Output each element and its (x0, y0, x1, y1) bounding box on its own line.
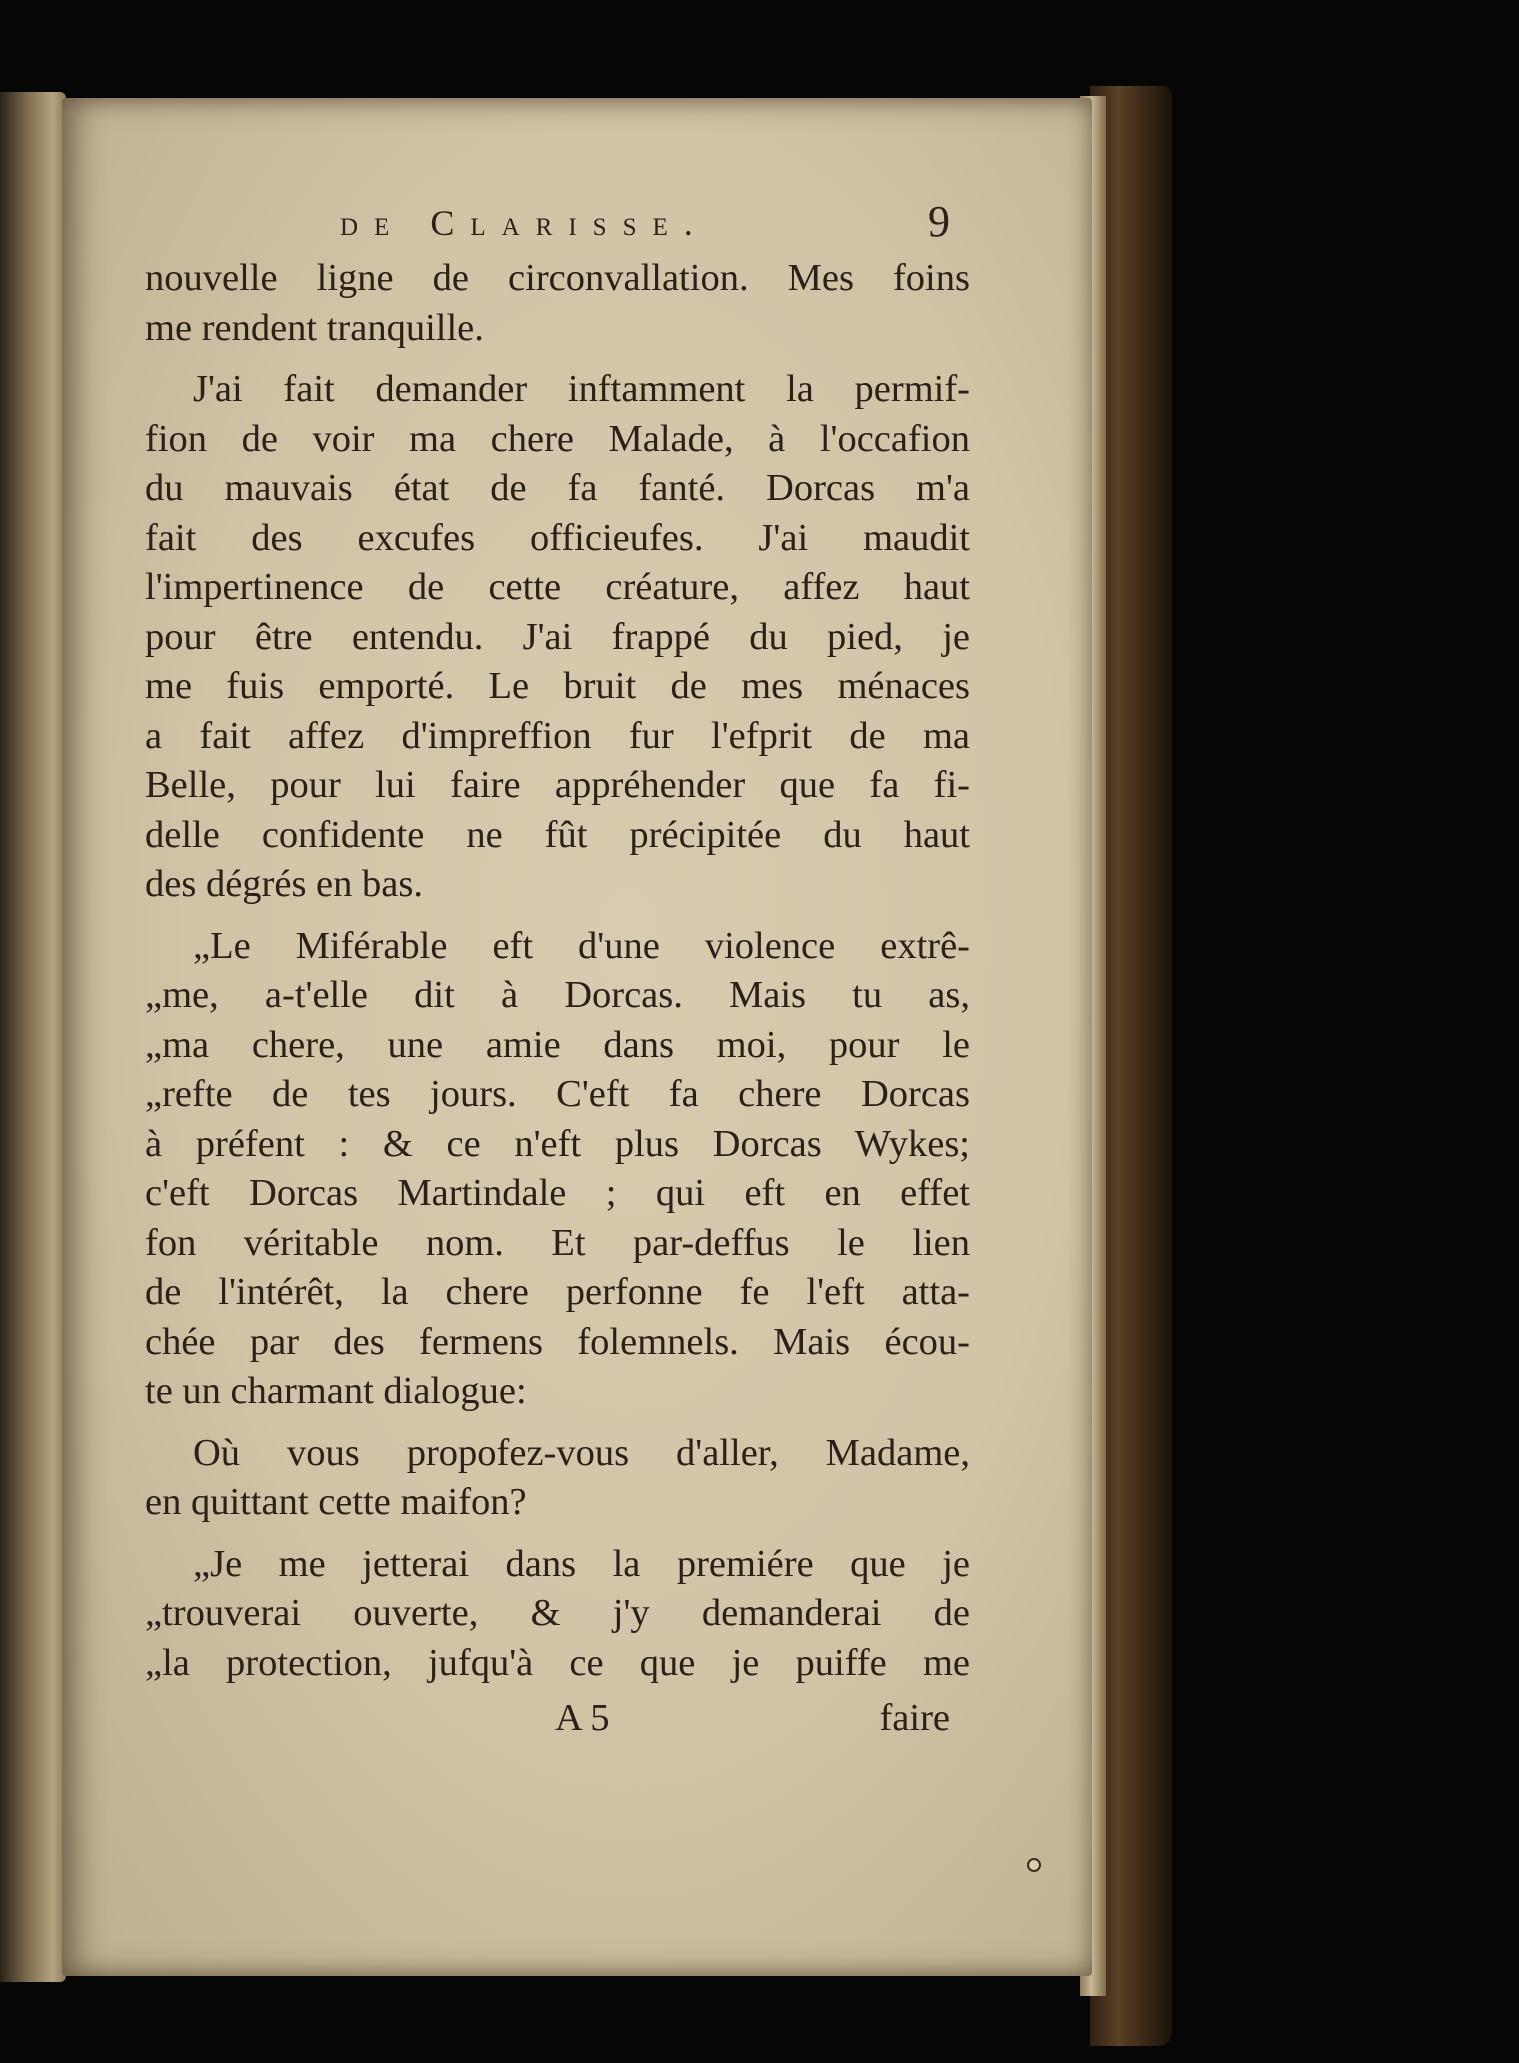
paragraph (145, 1540, 970, 1689)
text-line: nouvelle ligne de circonvallation. Mes foins (145, 257, 970, 299)
paragraph (145, 254, 970, 353)
text-line: „trouverai ouverte, & j'y demanderai de (145, 1592, 970, 1634)
text-line: fait des excufes officieufes. J'ai maudit (145, 516, 970, 559)
text-line: delle confidente ne fût précipitée du haut (145, 813, 970, 856)
text-line: fon véritable nom. Et par-deffus le lien (145, 1221, 970, 1264)
text-line: a fait affez d'impreffion fur l'efprit de ma (145, 714, 970, 757)
text-line: de l'intérêt, la chere perfonne fe l'eft atta- (145, 1271, 970, 1313)
text-line: pour être entendu. J'ai frappé du pied, je (145, 615, 970, 658)
paragraph (145, 365, 970, 910)
paragraph (145, 1429, 970, 1528)
facing-page-edge (0, 92, 66, 1982)
text-line: fion de voir ma chere Malade, à l'occafion (145, 417, 970, 460)
text-line: à préfent : & ce n'eft plus Dorcas Wykes; (145, 1122, 970, 1165)
running-head (145, 190, 970, 254)
page-text (145, 190, 970, 1751)
text-line: „la protection, jufqu'à ce que je puiffe me (145, 1641, 970, 1684)
page-footer (145, 1696, 970, 1751)
text-line: „ma chere, une amie dans moi, pour le (145, 1023, 970, 1066)
text-line: „Le Miférable eft d'une violence extrê- (193, 924, 970, 967)
text-line: Belle, pour lui faire appréhender que fa fi- (145, 764, 970, 806)
signature-mark: A 5 (555, 1697, 610, 1739)
text-line: J'ai fait demander inftamment la permif- (193, 368, 970, 410)
text-line: l'impertinence de cette créature, affez haut (145, 566, 970, 608)
text-line: te un charmant dialogue: (145, 1370, 527, 1412)
text-line: „me, a-t'elle dit à Dorcas. Mais tu as, (145, 974, 970, 1016)
text-line: des dégrés en bas. (145, 863, 423, 905)
text-line: me rendent tranquille. (145, 306, 484, 349)
text-line: Où vous propofez-vous d'aller, Madame, (193, 1431, 970, 1474)
text-line: en quittant cette maifon? (145, 1481, 527, 1523)
text-line: me fuis emporté. Le bruit de mes ménaces (145, 665, 970, 707)
catchword: faire (879, 1697, 950, 1739)
text-line: „Je me jetterai dans la premiére que je (193, 1542, 970, 1585)
paragraph (145, 922, 970, 1417)
text-line: c'eft Dorcas Martindale ; qui eft en effet (145, 1172, 970, 1214)
text-line: chée par des fermens folemnels. Mais écou- (145, 1320, 970, 1363)
page-number: 9 (928, 197, 950, 246)
text-line: du mauvais état de fa fanté. Dorcas m'a (145, 467, 970, 509)
text-line: „refte de tes jours. C'eft fa chere Dorcas (145, 1073, 970, 1115)
running-title: de Clarisse. (340, 203, 709, 243)
margin-mark (1027, 1858, 1041, 1872)
